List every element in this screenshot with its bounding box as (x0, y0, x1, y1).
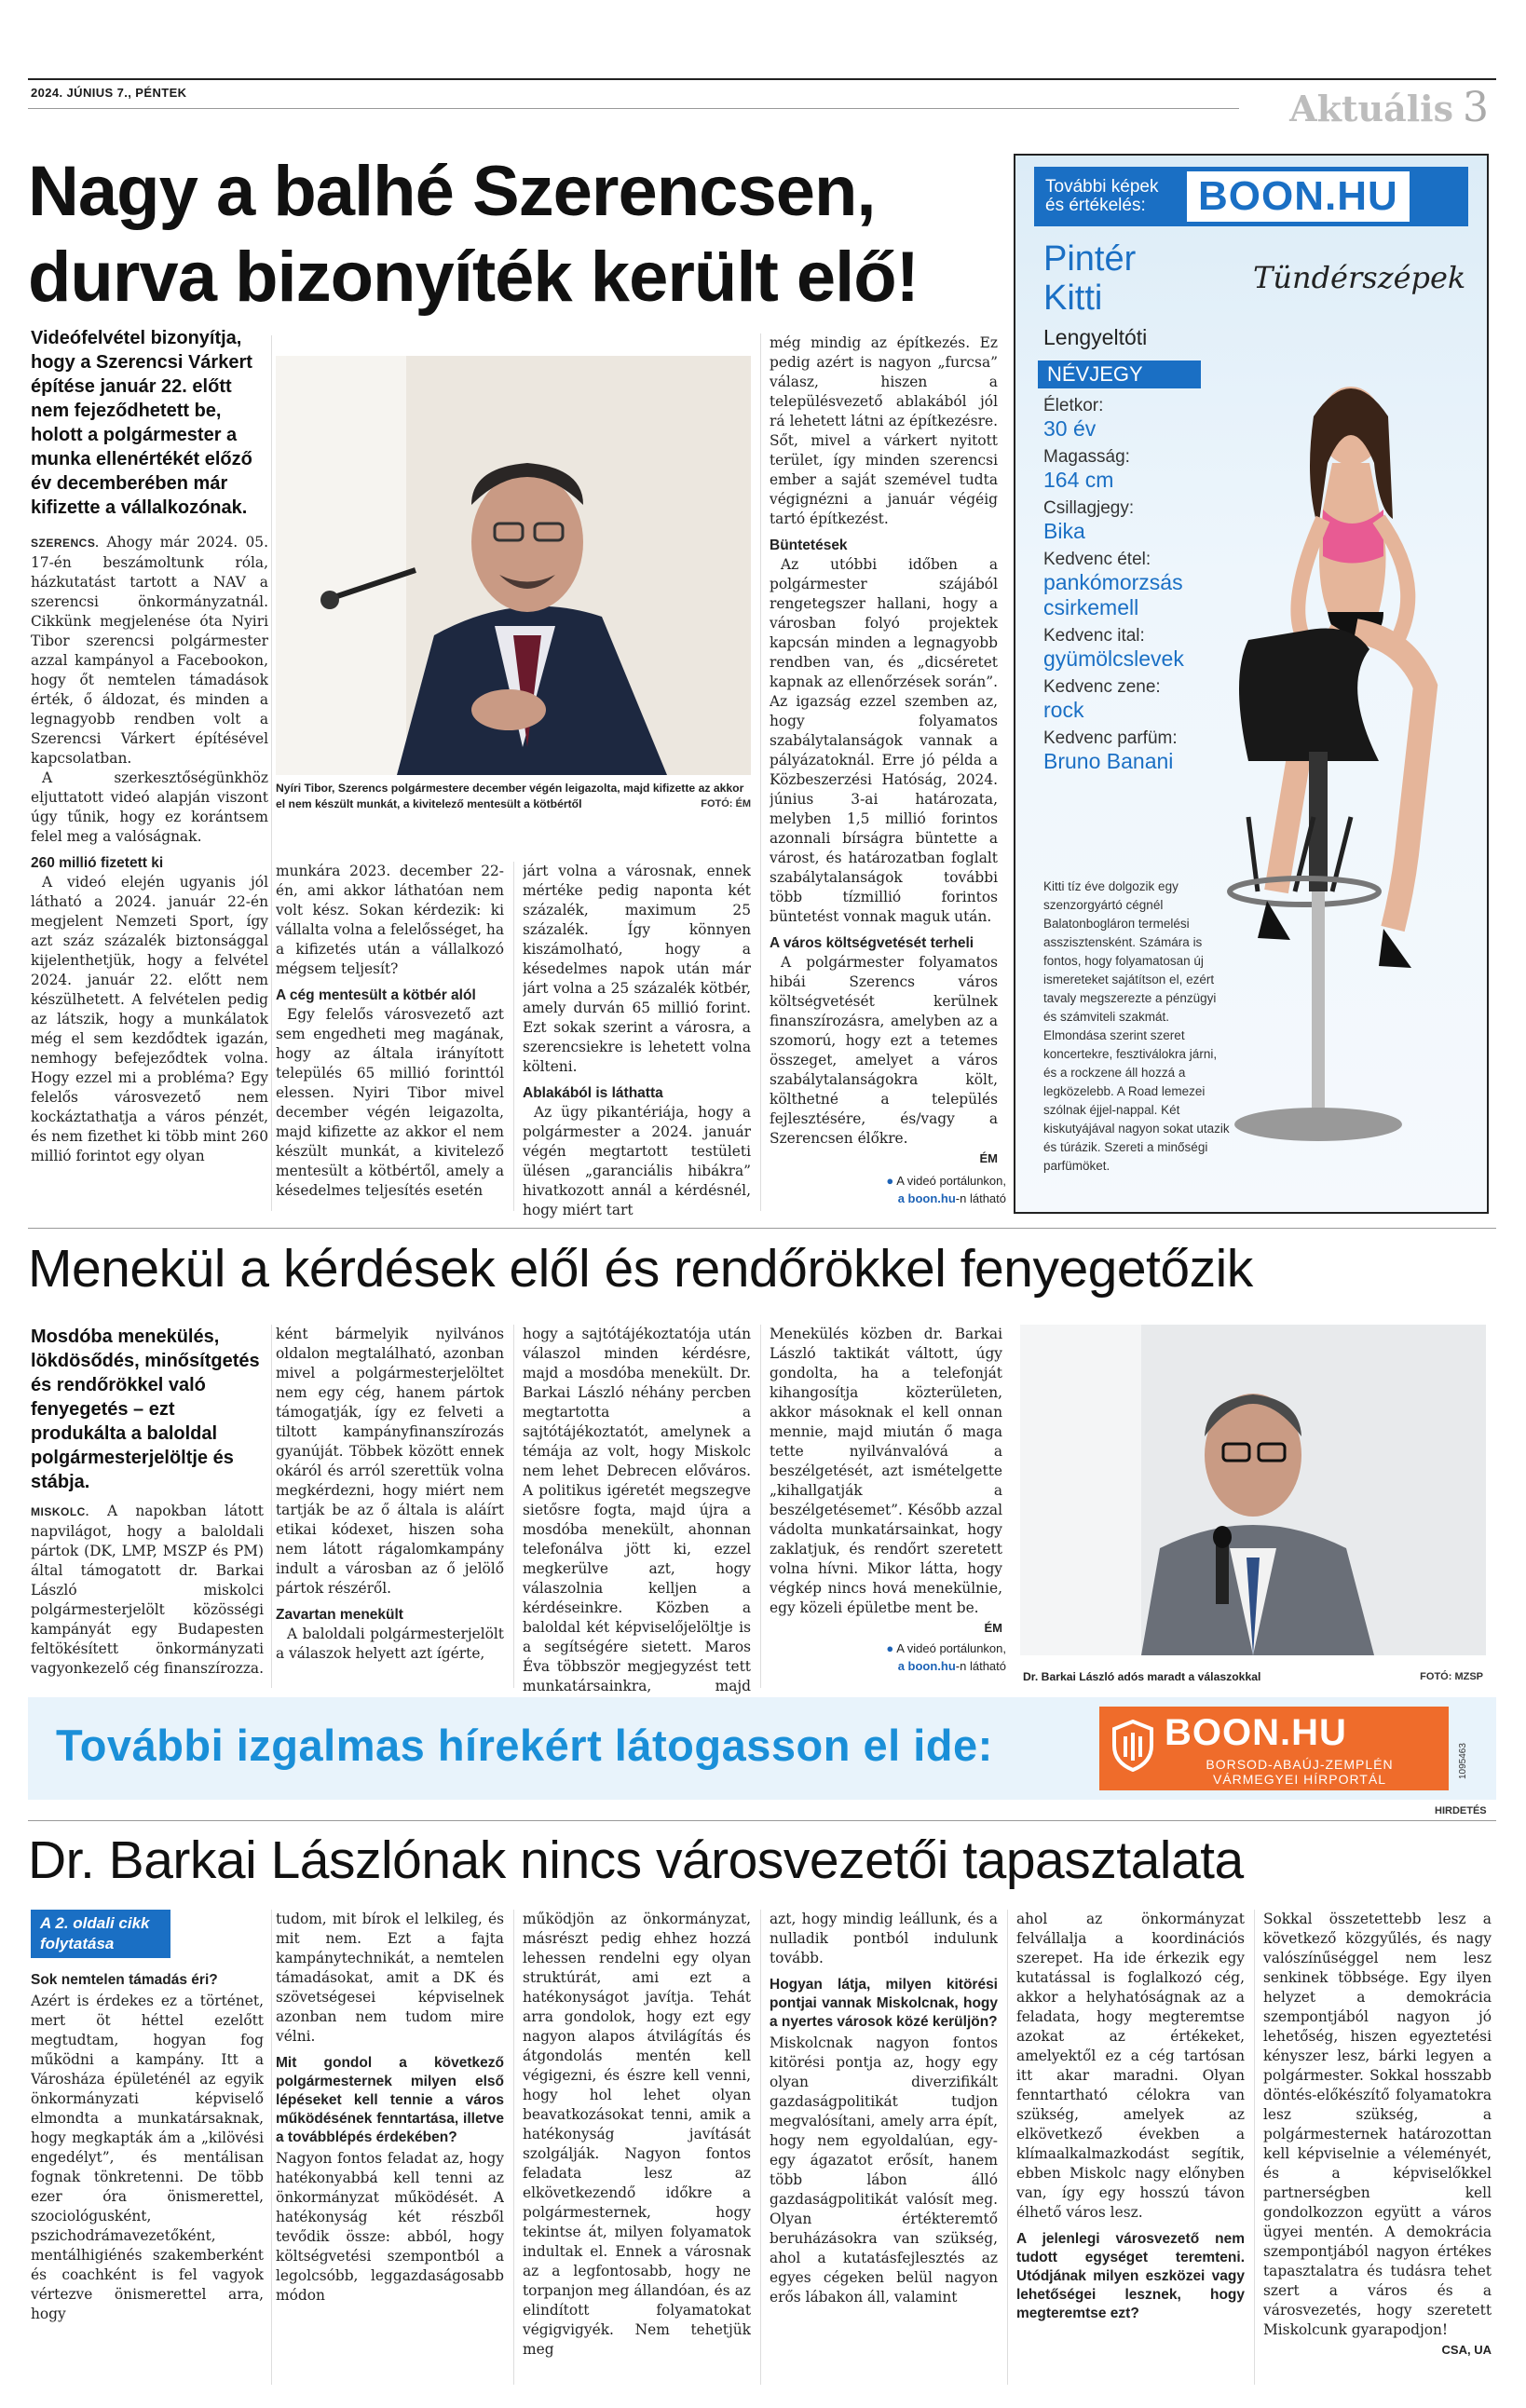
article1-photo-credit: FOTÓ: ÉM (701, 798, 751, 809)
article3-question: Hogyan látja, milyen kitörési pontjai vannak Miskolcnak, hogy a nyertes városok közé kerüljön? (770, 1977, 998, 2030)
section-header (1289, 84, 1489, 131)
column-rule (1007, 1910, 1008, 2385)
article1-headline-line2: durva bizonyíték került elő! (28, 238, 919, 317)
promo-field-age (1043, 396, 1248, 442)
header-rule (28, 78, 1496, 80)
section-rule (28, 1820, 1496, 1821)
article3-signature: CSA, UA (1441, 2343, 1492, 2357)
article1-paragraph: még mindig az építkezés. Ez pedig azért is nagyon „furcsa” válasz, hiszen a településvezető ablakából jól rá lehetett látni az építkezésre. Sőt, mivel a várkert nyitott terület, így minden szerencsi ember a saját szemével tudta végignézni a január végéig tartó építkezést. (770, 334, 998, 527)
article2-col4 (770, 1325, 1002, 1638)
article1-col1 (31, 326, 268, 1166)
ad-brand: BOON.HU (1165, 1712, 1347, 1753)
article2-lead: Mosdóba menekülés, lökdösődés, minősítgetés és rendőrökkel való fenyegetés – ezt produkálta a baloldal polgármesterjelöltje és stábja. (31, 1326, 260, 1492)
field-label: Kedvenc ital: (1043, 626, 1145, 646)
article2-headline: Menekül a kérdések elől és rendőrökkel fenyegetőzik (28, 1239, 1253, 1299)
article2-subhead: Zavartan menekült (276, 1607, 403, 1623)
article1-headline (28, 149, 1015, 320)
ad-brand-box[interactable] (1099, 1707, 1449, 1790)
field-value: rock (1043, 698, 1084, 722)
article3-col1 (31, 1964, 264, 2324)
promo-field-food (1043, 550, 1248, 620)
article1-lead: Videófelvétel bizonyítja, hogy a Szerencsi Várkert építése január 22. előtt nem fejeződhetett be, holott a polgármester a munka ellenértékét előző év decemberében már kifizette a vállalkozónak. (31, 328, 252, 518)
article2-caption-text: Dr. Barkai László adós maradt a válaszokkal (1023, 1670, 1261, 1683)
article1-paragraph: Az utóbbi időben a polgármester szájából rengetegszer hallani, hogy a városban folyó projektek kapcsán minden a legnagyobb rendben van, és „dicséretet kapnak az ellenőrzések során”. Az igazság ezzel szemben az, hogy folyamatos szabálytalanságok vannak a pályázatoknál. Erre jó példa a Közbeszerzési Hatóság, 2024. június 3-ai határozata, melyben 1,5 millió forintos azonnali bírságra büntette a várost, és határozatban foglalt szabálytalanságok további több tízmillió forintos büntetést vonnak maguk után. (770, 556, 998, 925)
article2-col1-body (31, 1502, 264, 1679)
video-note-line2: -n látható (955, 1191, 1006, 1205)
article2-video-note (857, 1639, 1006, 1675)
article3-paragraph: Miskolcnak nagyon fontos kitörési pontja az, hogy egy olyan diverzifikált gazdaságpolitikát tudjon megvalósítani, amely arra épít, hogy nem egyoldalúan, egy-egy ágazatot erősít, hanem több lábon álló gazdaságpolitikát valósít meg. Olyan értékteremtő beruházásokra van szükség, ahol a kutatásfejlesztés az egyes cégeken belül nagyon erős lábakon áll, valamint (770, 2034, 998, 2306)
article2-col2: ként bármelyik nyilvános oldalon megtalálható, azonban mivel a polgármesterjelöltet nem egy cég, hanem pártok támogatják, így ez felveti a tiltott kampányfinanszírozás gyanúját. Többek között ennek okáról és arról szerettük volna megkérdezni, hogy miért nem tartják be az ő általa is aláírt etikai kódexet, hiszen soha nem látott rágalomkampány indult a városban az ő jelölő pártok részéről. Zavartan menekült A baloldali polgármesterjelölt a válaszok helyett azt ígérte, (276, 1326, 504, 1662)
field-value: Bika (1043, 519, 1085, 543)
speaker-photo-illustration (276, 356, 751, 775)
promo-bio: Kitti tíz éve dolgozik egy szenzorgyártó cégnél Balatonboglároп termelési asszisztensként. Számára is fontos, hogy folyamatosan új ismereteket sajátítson el, ezért tavaly megszerezte a pénzügyi és számviteli szakmát. Elmondása szerint szeret koncertekre, fesztiválokra járni, és a rockzene áll hozzá a legközelebb. A Road lemezei szólnak éjjel-nappal. Két kiskutyájával nagyon sokat utazik és túrázik. Szereti a minőségi parfümöket. (1043, 879, 1230, 1173)
article1-paragraph: A polgármester folyamatos hibái Szerencs város költségvetését kerülnek finanszírozásra, amelyben az a szomorú, hogy ezt a tetemes összeget, amelyet a város szabálytalanságokra költ, költhetné a település fejlesztésére, és/vagy a Szerencsen élőkre. (770, 954, 998, 1147)
article1-video-note (857, 1172, 1006, 1207)
promo-first-name: Pintér (1043, 239, 1137, 279)
article1-paragraph: munkára 2023. december 22-én, ami akkor láthatóan nem volt kész. Sokan kérdezik: ki vállalta volna a felelősséget, ha a kifizetés után a vállalkozó mégsem teljesít? (276, 863, 504, 977)
article3-continued-tag: A 2. oldali cikk folytatása (31, 1910, 170, 1958)
article1-caption-text: Nyíri Tibor, Szerencs polgármestere december végén leigazolta, majd kifizette az akkor el nem készült munkát, a kivitelező mentesült a kötbértől (276, 782, 744, 810)
article1-subhead: A cég mentesült a kötbér alól (276, 987, 476, 1003)
article3-col2 (276, 1910, 504, 2306)
page-number: 3 (1463, 84, 1489, 131)
article3-paragraph: Azért is érdekes ez a történet, mert öt héttel ezelőtt megtudtam, hogyan fog működni a kampány. Itt a Városháza épületénél az egyik önkormányzati képviselő elmondta a munkatársaknak, hogy megkapták ám a „kilövési engedélyt”, és mentálisan fognak tönkretenni. De több ezer óra önismerettel, szociológusként, pszichodrámavezetőként, mentálhigiénés szakemberként és coachként is fel vagyok vértezve önismerettel arra, hogy (31, 1993, 264, 2322)
field-label: Életkor: (1043, 396, 1104, 415)
promo-tagline-2: és értékelés: (1045, 196, 1146, 215)
article1-col2 (276, 862, 504, 1201)
article3-col4 (770, 1910, 998, 2307)
field-label: Kedvenc zene: (1043, 677, 1161, 697)
ad-banner[interactable] (28, 1697, 1496, 1800)
article3-col6 (1263, 1910, 1492, 2360)
candidate-photo-illustration (1020, 1325, 1486, 1655)
section-rule (28, 1228, 1496, 1229)
article3-col3 (523, 1910, 751, 2360)
field-value: pankómorzsás csirkemell (1043, 570, 1183, 619)
article3-headline: Dr. Barkai Lászlónak nincs városvezetői tapasztalata (28, 1830, 1244, 1890)
video-note-line1: A videó portálunkon, (896, 1174, 1006, 1188)
section-name: Aktuális (1289, 88, 1453, 129)
ad-text: További izgalmas hírekért látogasson el ide: (56, 1721, 993, 1770)
video-site-link[interactable]: a boon.hu (897, 1191, 956, 1205)
article1-signature: ÉM (979, 1151, 998, 1165)
field-value: Bruno Banani (1043, 749, 1174, 773)
article3-paragraph: ahol az önkormányzat felvállalja a koordinációs szerepet. Ha ide érkezik egy kutatással is foglalkozó cég, akkor a helyhatóságnak az a feladata, hogy megteremtse azokat az értékeket, amelyektől ez a cég tartósan itt akar maradni. Olyan fenntartható célokra van szükség, amelyek az elkövetkező években a klímaalkalmazkodást segítik, ebben Miskolc nagy előnyben van, így egy hosszú távon élhető város lesz. (1016, 1911, 1245, 2221)
article1-col3 (523, 862, 751, 1220)
field-label: Magasság: (1043, 447, 1130, 467)
article2-photo-credit: FOTÓ: MZSP (1420, 1671, 1483, 1682)
promo-field-drink (1043, 626, 1248, 672)
column-rule (760, 333, 761, 1211)
video-note-line2: -n látható (955, 1659, 1006, 1673)
header-rule-thin (28, 108, 1239, 109)
field-label: Kedvenc parfüm: (1043, 728, 1178, 748)
article1-photo (276, 356, 751, 775)
article2-paragraph: hogy a sajtótájékoztatója után válaszol minden kérdésre, majd a mosdóba menekült. Dr. Barkai László néhány percben megtartotta a sajtótájékoztatót, amelynek a témája az volt, hogy Miskolc nem lehet Debrecen előváros. A politikus igéretét megszegve sietősre fogta, majd újra a mosdóba menekült, ahonnan telefonálva jött ki, ezzel megkerülve azt, hogy válaszolnia kelljen a kérdéseinkre. Közben a baloldal két képviselőjelöltje is a segítségére sietett. Maros Éva többször megjegyzést tett munkatársainkra, majd (523, 1326, 751, 1694)
article3-paragraph: működjön az önkormányzat, másrészt pedig ehhez hozzá lehessen rendelni egy olyan struktúrát, ami ezt a hatékonyságot javítja. Tehát arra gondolok, hogy ezt egy nagyon alapos átvilágítás és átgondolás mentén kell végigezni, és észre kell venni, hogy hol lehet olyan beavatkozásokat tenni, amik a hatékonyság javítását szolgálják. Nagyon fontos feladata lesz az elkövetkezendő időkre a polgármesternek, hogy tekintse át, milyen folyamatok indultak el. Ennek a városnak az a legfontosabb, hogy ne torpanjon meg állandóan, és az elindított folyamatokat végigvigyék. Nem tehetjük meg (523, 1911, 751, 2358)
promo-field-height (1043, 447, 1248, 493)
article1-paragraph: Az ügy pikantériája, hogy a polgármester a 2024. január végén megtartott testületi ülésen „garanciális hibákra” hivatkozott annál a kérdésnél, hogy miért tart (523, 1104, 751, 1218)
article2-photo (1020, 1325, 1486, 1655)
article1-paragraph: Ahogy már 2024. 05. 17-én beszámoltunk róla, házkutatást tartott a NAV a szerencsi önkormányzatnál. Cikkünk megjelenése óta Nyiri Tibor szerencsi polgármester azzal kampányol a Facebookon, hogy őt nemtelen támadások érték, ő áldozat, és minden a legnagyobb rendben volt a Szerencsi Várkert építésével kapcsolatban. (31, 534, 268, 767)
article3-question: A jelenlegi városvezető nem tudott egységet teremteni. Utódjának milyen eszközei vagy lehetőségei lesznek, hogy megteremtse ezt? (1016, 2231, 1245, 2321)
article2-col3 (523, 1325, 751, 1716)
article1-col4 (770, 333, 998, 1168)
promo-tagline-1: További képek (1045, 177, 1159, 197)
article2-paragraph: Menekülés közben dr. Barkai László taktikát váltott, úgy gondolta, ha a telefonját kihangosítja közterületen, akkor másoknak el kell onnan mennie, majd miután ő maga tette nyilvánvalóvá a beszélgetését, azt ismételgette „kihallgatják a beszélgetésemet”. Később azzal vádolta munkatársainkat, hogy zaklatjuk, és rendőrt szeretett volna hívni. Mikor látta, hogy végkép nincs hová menekülnie, egy közeli épületbe ment be. (770, 1326, 1002, 1616)
column-rule (513, 1910, 514, 2385)
field-label: Csillagjegy: (1043, 498, 1135, 518)
article1-subhead: Ablakából is láthatta (523, 1085, 663, 1101)
field-value: gyümölcslevek (1043, 646, 1184, 671)
ad-label: HIRDETÉS (1435, 1805, 1487, 1816)
article1-subhead: A város költségvetését terheli (770, 935, 974, 951)
article2-col1 (31, 1325, 264, 1494)
promo-fields (1043, 396, 1248, 780)
article2-photo-caption (1023, 1669, 1483, 1685)
article3-paragraph: Nagyon fontos feladat az, hogy hatékonyabbá kell tenni az önkormányzat működését. A hatékonyság két részből tevődik össze: abból, hogy költségvetési szempontból a legolcsóbb, leggazdaságosabb módon (276, 2150, 504, 2304)
article2-paragraph: A napokban látott napvilágot, hogy a baloldali pártok (DK, LMP, MSZP és PM) által támogatott dr. Barkai László miskolci polgármesterjelölt közösségi kampányát egy Budapesten feltökésített önkormányzati vagyonkezelő cég finanszírozza. (31, 1503, 264, 1677)
info-icon: ● (886, 1641, 894, 1655)
promo-box (1014, 154, 1489, 1214)
column-rule (760, 1910, 761, 2385)
promo-header (1034, 167, 1468, 226)
article1-subhead: 260 millió fizetett ki (31, 855, 164, 871)
article1-paragraph: A videó elején ugyanis jól látható a 2024. január 22-én megjelent Nemzeti Sport, így azt száz százalék biztonsággal kijelenthetjük, hogy a felvétel 2024. január 22. előtt nem készülhetett. A felvételen pedig az látszik, hogy a munkálatok még el sem kezdődtek igazán, nemhogy befejeződtek volna. Hogy ezzel mi a probléma? Egy felelős városvezető nem kockáztathatja a város pénzét, és nem fizethet ki több mint 260 millió forintot egy olyan (31, 874, 268, 1164)
promo-field-music (1043, 677, 1248, 723)
info-icon: ● (886, 1174, 894, 1188)
article2-dateline: MISKOLC. (31, 1505, 89, 1518)
promo-tagline (1034, 178, 1183, 215)
article1-paragraph: A szerkesztőségünkhöz eljuttatott videó alapján viszont úgy tűnik, hogy ez korántsem felel meg a valóságnak. (31, 769, 268, 845)
article3-question: Sok nemtelen támadás éri? (31, 1972, 218, 1988)
shield-icon (1112, 1720, 1153, 1772)
column-rule (513, 862, 514, 1211)
article3-question: Mit gondol a következő polgármesternek milyen első lépéseket kell tennie a város működésének fenntartása, illetve a továbblépés érdekében? (276, 2055, 504, 2145)
article1-headline-line1: Nagy a balhé Szerencsen, (28, 152, 876, 231)
article1-subhead: Büntetések (770, 537, 848, 553)
article1-paragraph: járt volna a városnak, ennek mértéke pedig naponta két százalék, maximum 25 százalék. Így könnyen kiszámolható, hogy a késedelmes napok után már járt volna a 25 százalék kötbér, amely durván 65 millió forint. Ezt sokak szerint a városra, a szerencsiekre is lehetett volna költeni. (523, 863, 751, 1075)
promo-last-name: Kitti (1043, 279, 1103, 318)
article1-dateline: SZERENCS. (31, 537, 100, 550)
ad-brand-sub2: VÁRMEGYEI HÍRPORTÁL (1212, 1772, 1386, 1787)
field-value: 164 cm (1043, 468, 1114, 492)
ad-brand-sub1: BORSOD-ABAÚJ-ZEMPLÉN (1206, 1757, 1394, 1772)
column-rule (1254, 1910, 1255, 2385)
article1-photo-caption (276, 781, 751, 812)
column-rule (271, 1910, 272, 2385)
field-label: Kedvenc étel: (1043, 550, 1151, 569)
promo-card-title: NÉVJEGY (1038, 361, 1201, 388)
article3-col5 (1016, 1910, 1245, 2325)
ad-code: 1095463 (1458, 1743, 1468, 1779)
column-rule (271, 1325, 272, 1688)
article3-paragraph: azt, hogy mindig leállunk, és a nulladik pontból indulunk tovább. (770, 1911, 998, 1966)
promo-series: Tündérszépek (1253, 260, 1466, 295)
video-site-link[interactable]: a boon.hu (897, 1659, 956, 1673)
column-rule (513, 1325, 514, 1688)
article2-paragraph: A baloldali polgármesterjelölt a válaszok helyett azt ígérte, (276, 1626, 504, 1662)
promo-field-perfume (1043, 728, 1248, 774)
promo-field-sign (1043, 498, 1248, 544)
promo-name (1043, 239, 1136, 318)
article2-signature: ÉM (984, 1621, 1002, 1635)
ad-brand-sub (1165, 1757, 1435, 1787)
article3-paragraph: Sokkal összetettebb lesz a következő közgyűlés, és nagy valószínűséggel nem lesz senkinek többsége. Egy ilyen helyzet a demokrácia szempontjából nagyon jó lehetőség, hiszen egyeztetési kényszer lesz, bárki legyen a polgármester. Sokkal hosszabb döntés-előkészítő folyamatokra lesz szükség, a polgármesternek határozottan kell képviselnie a véleményét, és a képviselőkkel partnerségben kell gondolkozzon együtt a város ügyei mentén. A demokrácia szempontjából nagyon értékes tapasztalatra és tudásra tehet szert a város és a városvezetés, hogy szeretett Miskolcunk gyarapodjon! (1263, 1911, 1492, 2338)
article3-paragraph: tudom, mit bírok el lelkileg, és mit nem. Ezt a fajta kampánytechnikát, a nemtelen támadásokat, amit a DK és szövetségesei képviselnek azonban nem tudom mire vélni. (276, 1911, 504, 2045)
field-value: 30 év (1043, 416, 1097, 441)
column-rule (760, 1325, 761, 1688)
article1-paragraph: Egy felelős városvezető azt sem engedheti meg magának, hogy az általa irányított település 65 millió forinttól elessen. Nyiri Tibor mivel december végén leigazolta, majd kifizette az akkor el nem készült munkát, a kivitelező mentesült a kötbértől, amely a késedelmes teljesítés esetén (276, 1006, 504, 1199)
column-rule (271, 335, 272, 1211)
issue-date: 2024. JÚNIUS 7., PÉNTEK (31, 86, 187, 100)
video-note-line1: A videó portálunkon, (896, 1641, 1006, 1655)
promo-site[interactable]: BOON.HU (1187, 171, 1410, 222)
promo-town: Lengyeltóti (1043, 325, 1148, 349)
